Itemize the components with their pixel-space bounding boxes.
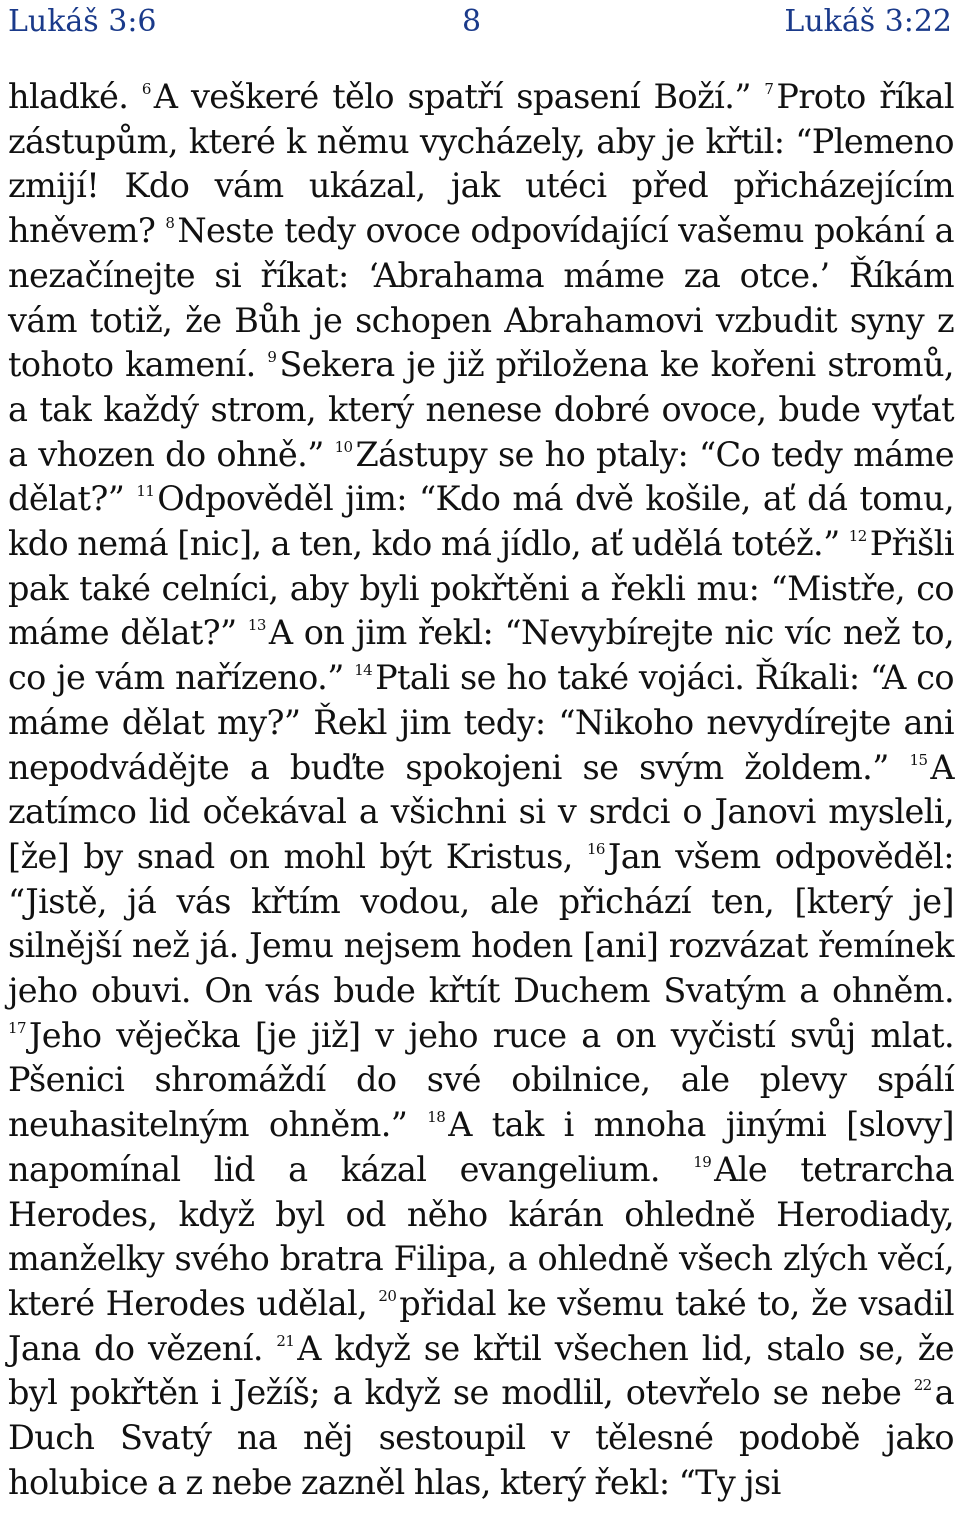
verse-text: A zatímco lid očekával a všichni si v srdci o Janovi mysleli, [že] by snad on mohl být Kristus,: [8, 747, 954, 876]
verse-text: Proto říkal zástupům, které k němu vycházely, aby je křtil: “Plemeno zmijí! Kdo vám ukázal, jak utéci před přicházejícím hněvem?: [8, 77, 954, 251]
verse-text: A tak i mnoha jinými [slovy] napomínal lid a kázal evangelium.: [8, 1105, 954, 1189]
verse-number: 15: [909, 750, 928, 769]
verse-text: A on jim řekl: “Nevybírejte nic víc než to, co je vám nařízeno.”: [8, 613, 954, 698]
verse-number: 10: [334, 437, 353, 456]
verse-text: Přišli pak také celníci, aby byli pokřtěni a řekli mu: “Mistře, co máme dělat?”: [8, 524, 954, 653]
verse-text: Jan všem odpověděl: “Jistě, já vás křtím vodou, ale přichází ten, [který je] silnější než já. Jemu nejsem hoden [ani] rozvázat řemínek jeho obuvi. On vás bude křtít Duchem Svatým a ohněm.: [8, 836, 954, 1011]
verse-number: 21: [276, 1331, 295, 1350]
verse-number: 16: [586, 839, 605, 858]
running-head-left: Lukáš 3:6: [8, 4, 157, 39]
verse-number: 9: [267, 348, 277, 367]
verse-number: 8: [165, 214, 175, 233]
verse-number: 17: [8, 1018, 26, 1037]
verse-number: 22: [913, 1376, 932, 1395]
verse-text: Zástupy se ho ptaly: “Co tedy máme dělat?”: [8, 434, 954, 519]
verse-text: A když se křtil všechen lid, stalo se, že byl pokřtěn i Ježíš; a když se modlil, otevřelo se nebe: [8, 1328, 954, 1413]
verse-number: 13: [247, 616, 266, 635]
verse-number: 7: [764, 80, 774, 98]
verse-text: Ale tetrarcha Herodes, když byl od něho kárán ohledně Herodiady, manželky svého bratra Filipa, a ohledně všech zlých věcí, které Herodes udělal,: [8, 1149, 954, 1323]
verse-text: Neste tedy ovoce odpovídající vašemu pokání a nezačínejte si říkat: ‘Abrahama máme za otce.’ Říkám vám totiž, že Bůh je schopen Abrahamovi vzbudit syny z tohoto kamení.: [8, 211, 954, 385]
verse-number: 19: [693, 1152, 712, 1171]
verse-text: a Duch Svatý na něj sestoupil v tělesné podobě jako holubice a z nebe zazněl hlas, který řekl: “Ty jsi: [8, 1373, 954, 1502]
page-number: 8: [462, 4, 482, 39]
verse-text: Sekera je již přiložena ke kořeni stromů, a tak každý strom, který nenese dobré ovoce, bude vyťat a vhozen do ohně.”: [8, 345, 954, 474]
verse-text: přidal ke všemu také to, že vsadil Jana do vězení.: [8, 1283, 955, 1368]
verse-number: 18: [427, 1108, 446, 1127]
verse-text: hladké.: [8, 77, 129, 116]
verse-text: Ptali se ho také vojáci. Říkali: “A co máme dělat my?” Řekl jim tedy: “Nikoho nevydírejte ani nepodvádějte a buďte spokojeni se svým žoldem.”: [8, 658, 954, 787]
verse-number: 14: [354, 661, 373, 680]
verse-text: Jeho věječka [je již] v jeho ruce a on vyčistí svůj mlat. Pšenici shromáždí do své obilnice, ale plevy spálí neuhasitelným ohněm.”: [8, 1015, 954, 1145]
verse-number: 11: [136, 482, 155, 501]
running-head-right: Lukáš 3:22: [784, 4, 952, 39]
verse-text: Odpověděl jim: “Kdo má dvě košile, ať dá tomu, kdo nemá [nic], a ten, kdo má jídlo, ať udělá totéž.”: [8, 479, 954, 564]
verse-number: 6: [141, 80, 151, 98]
page-header: [0, 0, 960, 50]
verse-number: 20: [378, 1286, 397, 1305]
verse-text: A veškeré tělo spatří spasení Boží.”: [153, 77, 751, 116]
verse-number: 12: [848, 527, 867, 546]
scripture-body: [8, 75, 954, 1506]
